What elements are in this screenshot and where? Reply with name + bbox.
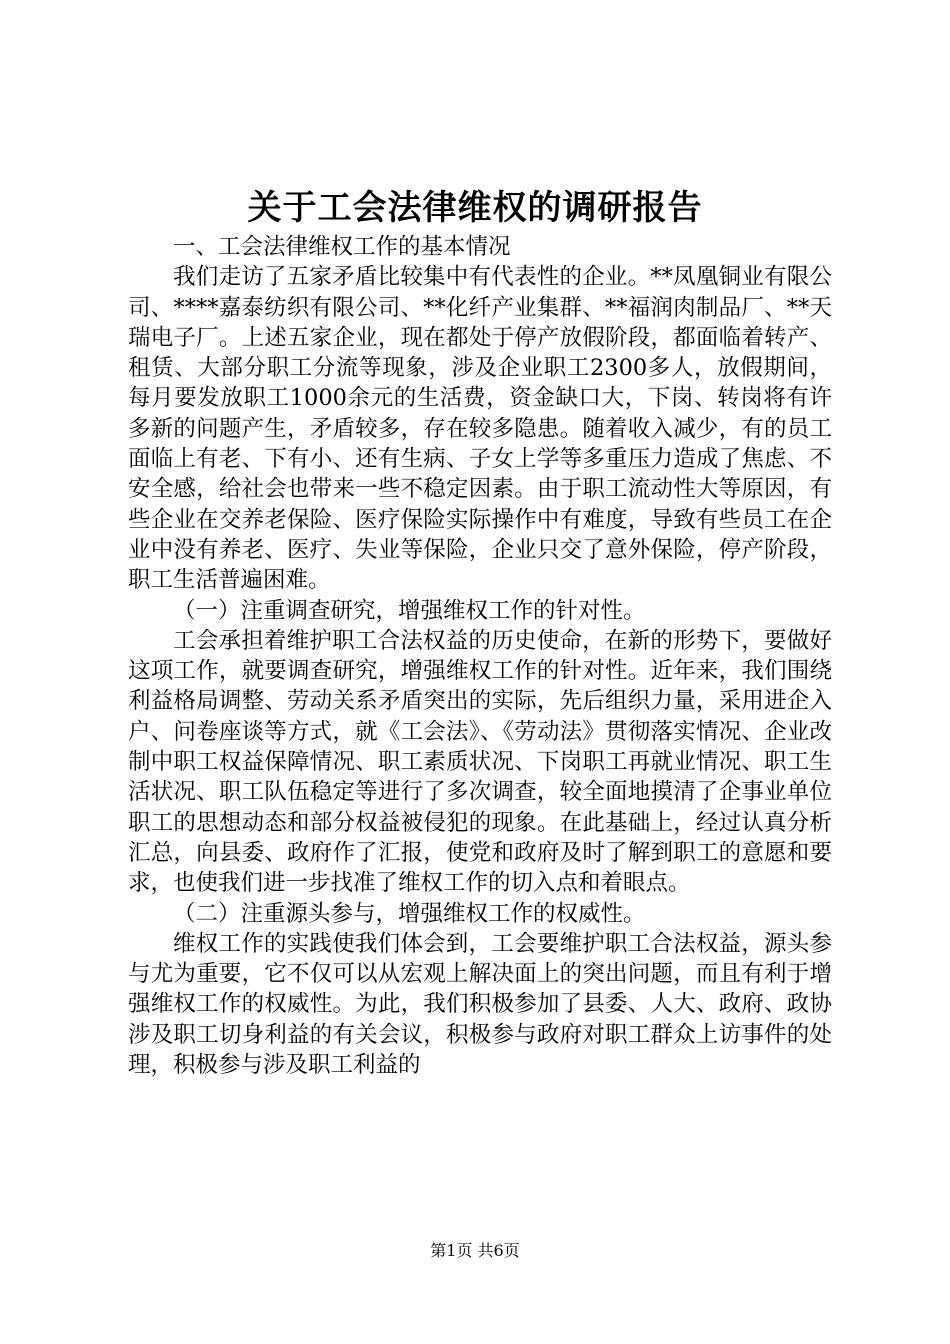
- paragraph: 工会承担着维护职工合法权益的历史使命，在新的形势下，要做好这项工作，就要调查研究，增强维权工作的针对性。近年来，我们围绕利益格局调整、劳动关系矛盾突出的实际，先后组织力量，采用进企入户、问卷座谈等方式，就《工会法》、《劳动法》贯彻落实情况、企业改制中职工权益保障情况、职工素质状况、下岗职工再就业情况、职工生活状况、职工队伍稳定等进行了多次调查，较全面地摸清了企事业单位职工的思想动态和部分权益被侵犯的现象。在此基础上，经过认真分析汇总，向县委、政府作了汇报，使党和政府及时了解到职工的意愿和要求，也使我们进一步找准了维权工作的切入点和着眼点。: [128, 627, 832, 897]
- paragraph: 我们走访了五家矛盾比较集中有代表性的企业。**凤凰铜业有限公司、****嘉泰纺织有限公司、**化纤产业集群、**福润肉制品厂、**天瑞电子厂。上述五家企业，现在都处于停产放假阶段，都面临着转产、租赁、大部分职工分流等现象，涉及企业职工2300多人，放假期间，每月要发放职工1000余元的生活费，资金缺口大，下岗、转岗将有许多新的问题产生，矛盾较多，存在较多隐患。随着收入减少，有的员工面临上有老、下有小、还有生病、子女上学等多重压力造成了焦虑、不安全感，给社会也带来一些不稳定因素。由于职工流动性大等原因，有些企业在交养老保险、医疗保险实际操作中有难度，导致有些员工在企业中没有养老、医疗、失业等保险，企业只交了意外保险，停产阶段，职工生活普遍困难。: [128, 264, 832, 594]
- subsection-heading: （二）注重源头参与，增强维权工作的权威性。: [173, 900, 646, 927]
- document-title: 关于工会法律维权的调研报告: [247, 188, 703, 228]
- section-heading: 一、工会法律维权工作的基本情况: [173, 234, 511, 260]
- page-footer: 第1页 共6页: [430, 1241, 520, 1260]
- document-body: [128, 232, 832, 1080]
- subsection-heading: （一）注重调查研究，增强维权工作的针对性。: [173, 597, 646, 624]
- paragraph: 维权工作的实践使我们体会到，工会要维护职工合法权益，源头参与尤为重要，它不仅可以从宏观上解决面上的突出问题，而且有利于增强维权工作的权威性。为此，我们积极参加了县委、人大、政府、政协涉及职工切身利益的有关会议，积极参与政府对职工群众上访事件的处理，积极参与涉及职工利益的: [128, 930, 832, 1079]
